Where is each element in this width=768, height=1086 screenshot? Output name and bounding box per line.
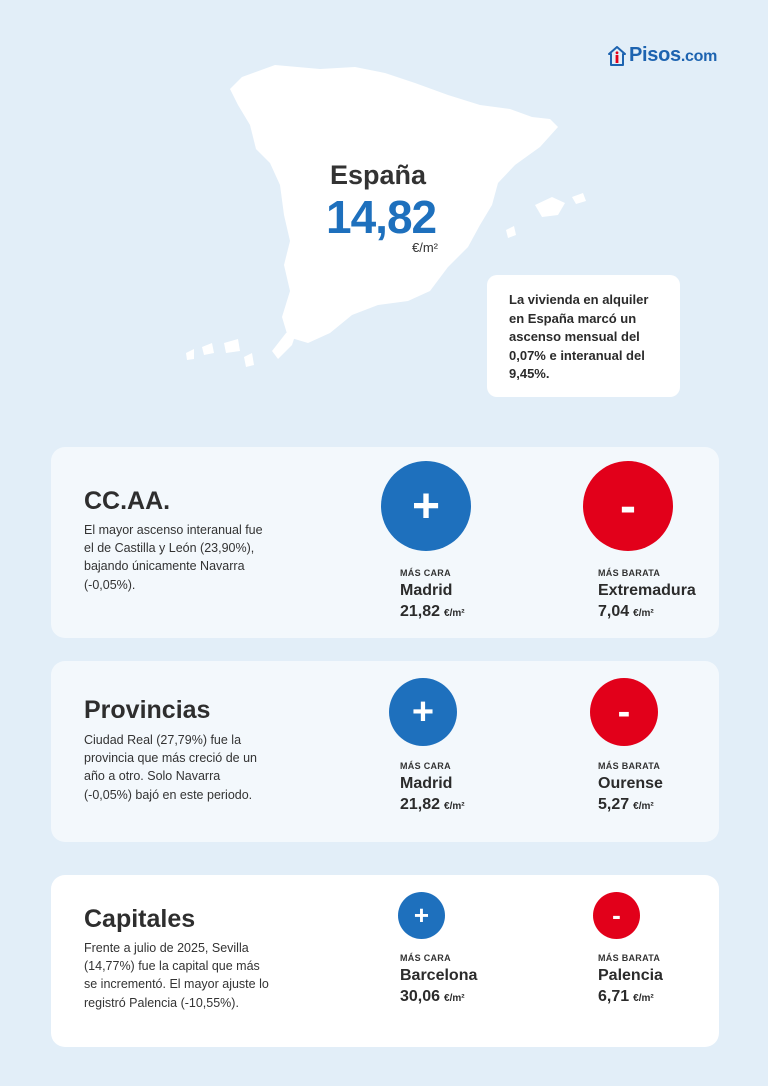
provincias-description: Ciudad Real (27,79%) fue la provincia que más creció de un año a otro. Solo Navarra (-0,05%) bajó en este periodo. <box>84 733 258 802</box>
stat-name: Extremadura <box>598 582 696 599</box>
country-name: España <box>330 160 427 190</box>
brand-tld: .com <box>680 48 718 65</box>
ccaa-cheapest <box>598 568 696 621</box>
stat-unit: €/m² <box>444 993 465 1004</box>
stat-name: Palencia <box>598 967 663 984</box>
ccaa-most-expensive <box>400 568 465 621</box>
ccaa-card <box>51 447 719 638</box>
stat-label: MÁS BARATA <box>598 568 661 578</box>
stat-value: 6,71 <box>598 988 630 1005</box>
house-icon <box>608 46 626 66</box>
stat-unit: €/m² <box>633 993 654 1004</box>
stat-label: MÁS BARATA <box>598 761 661 771</box>
stat-name: Barcelona <box>400 967 478 984</box>
stat-name: Madrid <box>400 775 453 792</box>
stat-name: Ourense <box>598 775 663 792</box>
brand-logo <box>608 44 717 67</box>
capitales-cheapest <box>598 953 663 1006</box>
stat-label: MÁS BARATA <box>598 953 661 963</box>
provincias-cheapest <box>598 761 663 814</box>
plus-icon: + <box>381 461 471 551</box>
stat-unit: €/m² <box>444 801 465 812</box>
stat-name: Madrid <box>400 582 453 599</box>
stat-value: 7,04 <box>598 603 630 620</box>
minus-icon: - <box>593 892 640 939</box>
provincias-title: Provincias <box>84 696 211 724</box>
stat-value: 21,82 <box>400 796 441 813</box>
country-unit: €/m² <box>412 240 438 255</box>
minus-icon: - <box>590 678 658 746</box>
stat-value: 5,27 <box>598 796 630 813</box>
summary-note: La vivienda en alquiler en España marcó un ascenso mensual del 0,07% e interanual del 9,45%. <box>487 275 680 397</box>
plus-icon: + <box>389 678 457 746</box>
stat-label: MÁS CARA <box>400 953 451 963</box>
country-price: 14,82 <box>326 191 437 243</box>
provincias-card <box>51 661 719 842</box>
ccaa-description: El mayor ascenso interanual fue el de Castilla y León (23,90%), bajando únicamente Navarra (-0,05%). <box>84 523 263 592</box>
capitales-card <box>51 875 719 1047</box>
stat-unit: €/m² <box>444 608 465 619</box>
stat-label: MÁS CARA <box>400 568 451 578</box>
plus-icon: + <box>398 892 445 939</box>
minus-icon: - <box>583 461 673 551</box>
capitales-title: Capitales <box>84 905 196 933</box>
brand-name: Pisos <box>629 44 681 66</box>
stat-value: 30,06 <box>400 988 441 1005</box>
capitales-most-expensive <box>400 953 477 1006</box>
provincias-most-expensive <box>400 761 465 814</box>
capitales-description: Frente a julio de 2025, Sevilla (14,77%) fue la capital que más se incrementó. El mayor ajuste lo registró Palencia (-10,55%). <box>84 941 269 1010</box>
stat-unit: €/m² <box>633 801 654 812</box>
stat-value: 21,82 <box>400 603 441 620</box>
stat-unit: €/m² <box>633 608 654 619</box>
stat-label: MÁS CARA <box>400 761 451 771</box>
ccaa-title: CC.AA. <box>84 487 171 515</box>
